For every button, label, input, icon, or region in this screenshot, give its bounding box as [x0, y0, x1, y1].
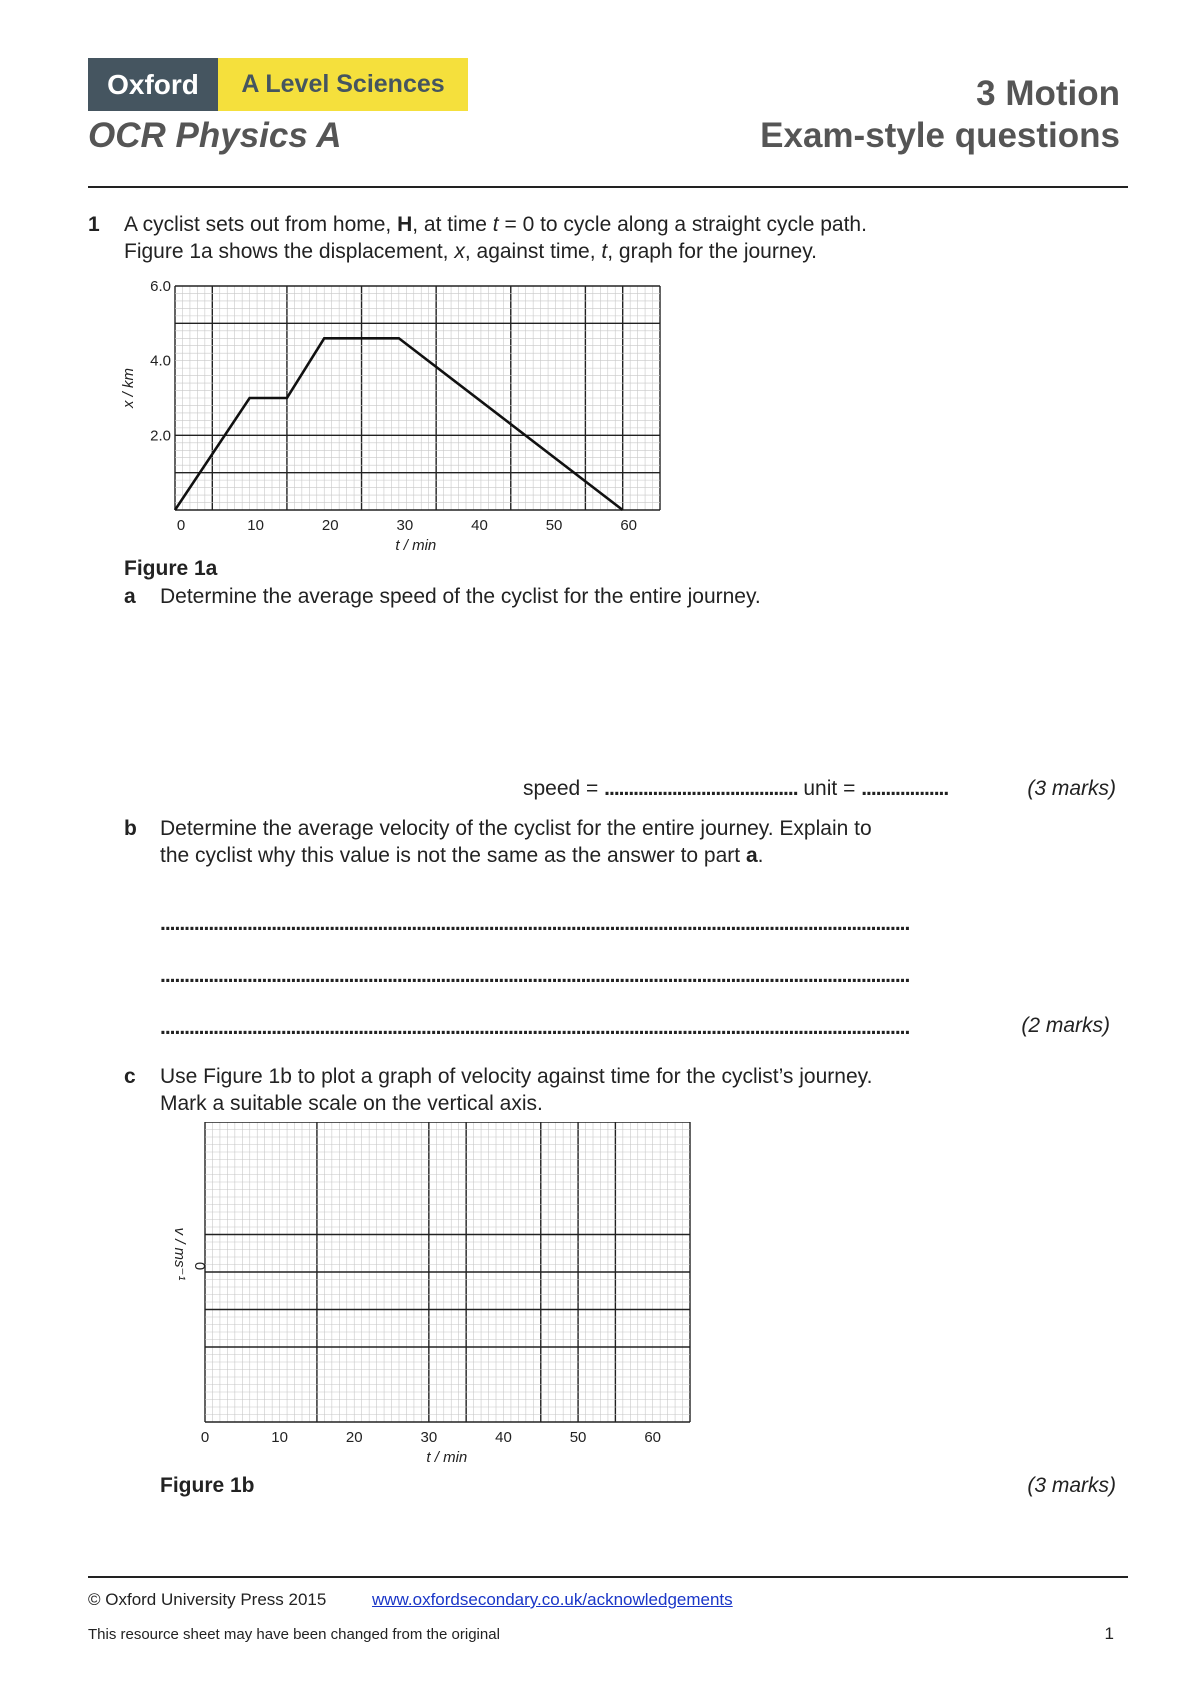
fig1a-x-tick-label: 50 — [545, 517, 563, 534]
speed-answer-field[interactable]: ........................................ — [604, 777, 798, 800]
question-intro-line1: A cyclist sets out from home, H, at time t = 0 to cycle along a straight cycle path. — [124, 213, 867, 236]
part-c-line1: Use Figure 1b to plot a graph of velocity against time for the cyclist’s journey. — [160, 1065, 873, 1088]
part-b-marks: (2 marks) — [1021, 1014, 1110, 1037]
figure-1b-y-axis-label: v / ms⁻¹ — [171, 1227, 188, 1281]
oxford-logo: Oxford — [88, 58, 218, 111]
figure-1b-tick-labels — [191, 1262, 661, 1446]
figure-1a-caption: Figure 1a — [124, 557, 218, 580]
chapter-title: 3 Motion — [976, 74, 1120, 113]
part-a-label: a — [124, 585, 136, 608]
fig1a-y-tick-label: 6.0 — [150, 278, 171, 295]
figure-1a-tick-labels — [150, 278, 637, 534]
answer-line-1[interactable]: ........................................................................................................................................................... — [160, 912, 910, 935]
chapter-subtitle: Exam-style questions — [760, 116, 1120, 155]
question-number: 1 — [88, 213, 100, 236]
figure-1a-y-axis-label: x / km — [120, 368, 137, 408]
acknowledgements-link[interactable]: www.oxfordsecondary.co.uk/acknowledgements — [372, 1590, 733, 1609]
question-intro-line2: Figure 1a shows the displacement, x, against time, t, graph for the journey. — [124, 240, 817, 263]
figure-1a-x-axis-label: t / min — [395, 537, 437, 554]
speed-answer-line: speed = ........................................ unit = .................. — [523, 777, 949, 800]
fig1b-y-tick-label: 0 — [191, 1261, 208, 1271]
figure-1b-chart[interactable] — [155, 1122, 715, 1472]
fig1b-x-tick-label: 20 — [345, 1429, 363, 1446]
part-a-text: Determine the average speed of the cyclist for the entire journey. — [160, 585, 761, 608]
a-level-sciences-logo: A Level Sciences — [218, 58, 468, 111]
figure-1b-x-axis-label: t / min — [426, 1449, 468, 1466]
figure-1b-caption: Figure 1b — [160, 1474, 255, 1497]
part-c-label: c — [124, 1065, 136, 1088]
fig1b-x-tick-label: 10 — [271, 1429, 288, 1446]
fig1a-y-tick-label: 4.0 — [150, 352, 171, 370]
header-rule — [88, 186, 1128, 188]
fig1a-x-tick-label: 40 — [471, 517, 488, 534]
fig1a-x-tick-label: 20 — [321, 517, 339, 534]
part-a-marks: (3 marks) — [1027, 777, 1116, 800]
fig1b-x-tick-label: 40 — [495, 1429, 512, 1446]
fig1b-x-tick-label: 0 — [200, 1429, 210, 1446]
fig1a-x-tick-label: 30 — [396, 517, 414, 534]
fig1b-x-tick-label: 50 — [569, 1429, 587, 1446]
figure-1a-chart — [115, 270, 675, 560]
subject-title: OCR Physics A — [88, 116, 342, 155]
part-c-line2: Mark a suitable scale on the vertical axis. — [160, 1092, 543, 1115]
fig1b-x-tick-label: 60 — [644, 1429, 662, 1446]
figure-1b-grid — [205, 1122, 690, 1422]
fig1b-x-tick-label: 30 — [420, 1429, 438, 1446]
footer-rule — [88, 1576, 1128, 1578]
part-b-label: b — [124, 817, 137, 840]
unit-answer-field[interactable]: .................. — [861, 777, 949, 800]
fig1a-y-tick-label: 2.0 — [150, 427, 171, 445]
part-b-line2: the cyclist why this value is not the same as the answer to part a. — [160, 844, 764, 867]
footer-note: This resource sheet may have been changed from the original — [88, 1626, 500, 1643]
fig1a-x-tick-label: 10 — [247, 517, 264, 534]
figure-1a-grid — [175, 286, 660, 510]
page-number: 1 — [1104, 1624, 1114, 1643]
part-c-marks: (3 marks) — [1027, 1474, 1116, 1497]
fig1a-x-tick-label: 0 — [176, 517, 186, 534]
copyright-text: © Oxford University Press 2015 — [88, 1590, 327, 1609]
answer-line-3[interactable]: ........................................................................................................................................................... — [160, 1016, 910, 1039]
fig1a-x-tick-label: 60 — [620, 517, 638, 534]
part-b-line1: Determine the average velocity of the cyclist for the entire journey. Explain to — [160, 817, 872, 840]
answer-line-2[interactable]: ........................................................................................................................................................... — [160, 964, 910, 987]
